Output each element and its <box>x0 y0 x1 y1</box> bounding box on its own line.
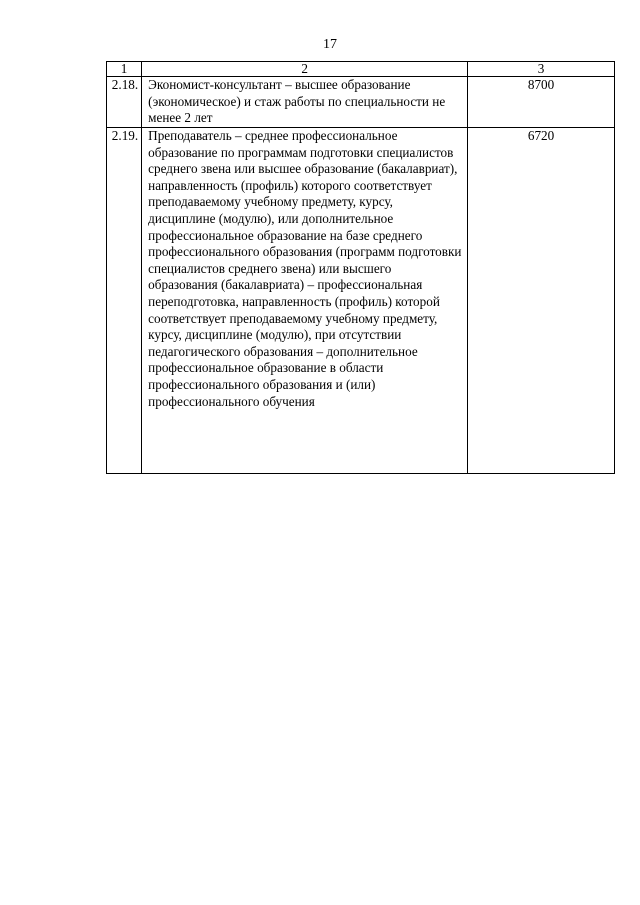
salary-value: 6720 <box>468 128 615 474</box>
position-description: Экономист-консультант – высшее образование (экономическое) и стаж работы по специальности не менее 2 лет <box>142 77 468 128</box>
page-number: 17 <box>323 37 337 52</box>
table-row <box>107 77 615 128</box>
salary-value: 8700 <box>468 77 615 128</box>
row-number: 2.18. <box>107 77 142 128</box>
table-header-row <box>107 62 615 77</box>
column-header-1: 1 <box>107 62 142 77</box>
position-description: Преподаватель – среднее профессиональное образование по программам подготовки специалистов среднего звена или высшее образование (бакалавриат), направленность (профиль) которого соответствует преподаваемому учебному предмету, курсу, дисциплине (модулю), или дополнительное профессиональное образование на базе среднего профессионального образования (программ подготовки специалистов среднего звена) или высшего образования (бакалавриата) – профессиональная переподготовка, направленность (профиль) которой соответствует преподаваемому учебному предмету, курсу, дисциплине (модулю), при отсутствии педагогического образования – дополнительное профессиональное образование в области профессионального образования и (или) профессионального обучения <box>142 128 468 474</box>
row-number: 2.19. <box>107 128 142 474</box>
table-row <box>107 128 615 474</box>
column-header-3: 3 <box>468 62 615 77</box>
salary-table <box>106 61 615 474</box>
column-header-2: 2 <box>142 62 468 77</box>
